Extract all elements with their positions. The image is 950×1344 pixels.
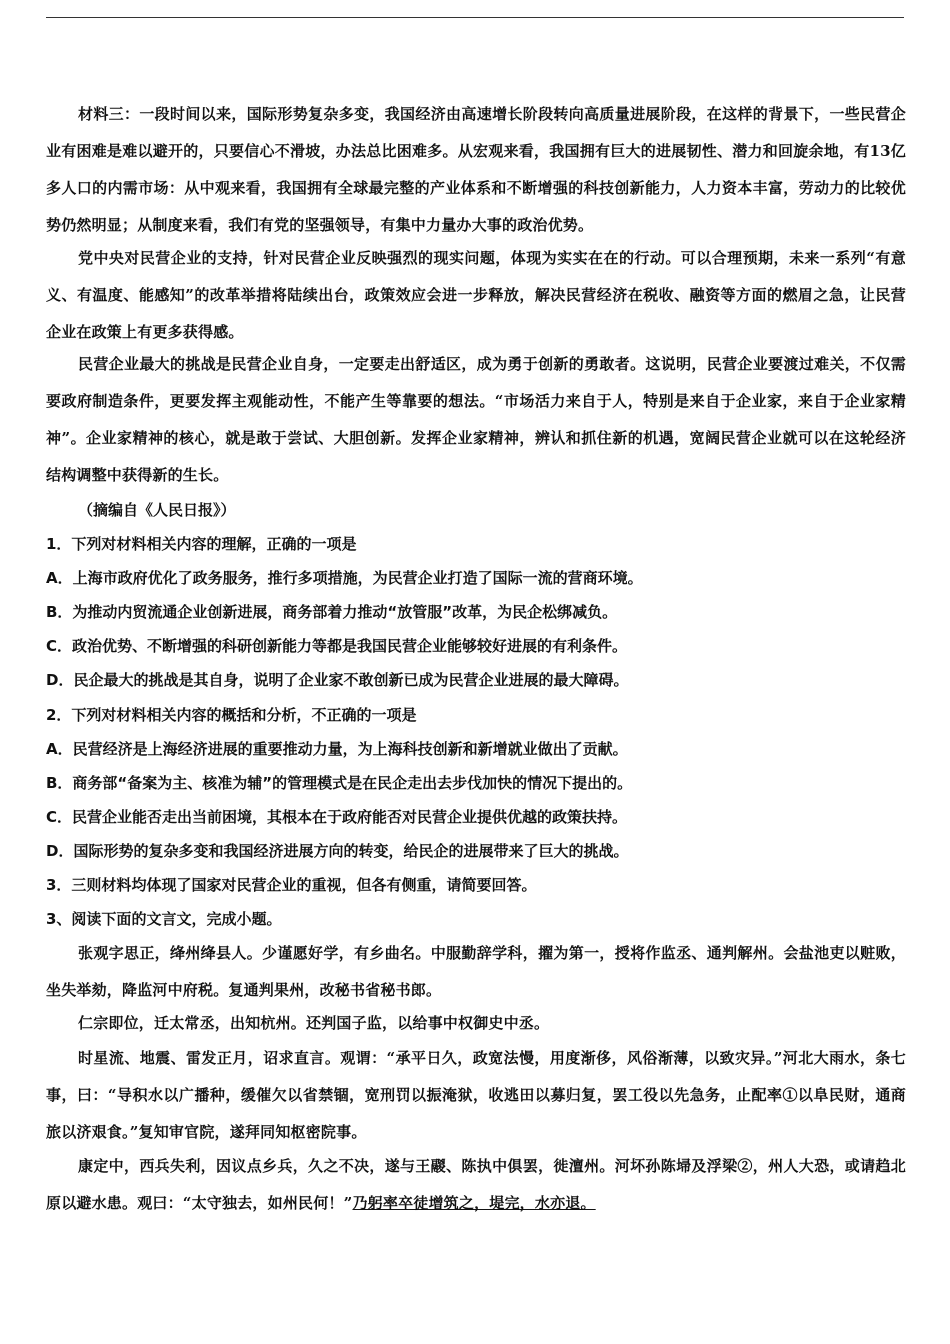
header-rule [46,17,904,18]
question-2-option-a: A．民营经济是上海经济进展的重要推动力量，为上海科技创新和新增就业做出了贡献。 [46,740,628,758]
underlined-sentence: 乃躬率卒徒增筑之，堤完，水亦退。 [352,1194,596,1212]
classical-paragraph-4 [46,1148,906,1222]
question-1-option-d: D．民企最大的挑战是其自身，说明了企业家不敢创新已成为民营企业进展的最大障碍。 [46,671,629,689]
material3-paragraph-3: 民营企业最大的挑战是民营企业自身，一定要走出舒适区，成为勇于创新的勇敢者。这说明，民营企业要渡过难关，不仅需要政府制造条件，更要发挥主观能动性，不能产生等靠要的想法。“市场活力来自于人，特别是来自于企业家，来自于企业家精神”。企业家精神的核心，就是敢于尝试、大胆创新。发挥企业家精神，辨认和抓住新的机遇，宽阔民营企业就可以在这轮经济结构调整中获得新的生长。 [46,355,906,484]
classical-paragraph-2: 仁宗即位，迁太常丞，出知杭州。还判国子监，以给事中权御史中丞。 [78,1014,550,1032]
question-2-option-b: B．商务部“备案为主、核准为辅”的管理模式是在民企走出去步伐加快的情况下提出的。 [46,774,633,792]
question-2-option-d: D．国际形势的复杂多变和我国经济进展方向的转变，给民企的进展带来了巨大的挑战。 [46,842,629,860]
question-1-option-c: C．政治优势、不断增强的科研创新能力等都是我国民营企业能够较好进展的有利条件。 [46,637,628,655]
question-1-option-a: A．上海市政府优化了政务服务，推行多项措施，为民营企业打造了国际一流的营商环境。 [46,569,643,587]
classical-paragraph-1: 张观字思正，绛州绛县人。少谨愿好学，有乡曲名。中服勤辞学科，擢为第一，授将作监丞、通判解州。会盐池吏以赃败，坐失举劾，降监河中府税。复通判果州，改秘书省秘书郎。 [46,944,906,999]
question-3-stem: 3．三则材料均体现了国家对民营企业的重视，但各有侧重，请简要回答。 [46,876,537,894]
section-3-heading: 3、阅读下面的文言文，完成小题。 [46,910,282,928]
question-2-option-c: C．民营企业能否走出当前困境，其根本在于政府能否对民营企业提供优越的政策扶持。 [46,808,628,826]
source-citation: （摘编自《人民日报》） [78,501,236,519]
material3-paragraph-2: 党中央对民营企业的支持，针对民营企业反映强烈的现实问题，体现为实实在在的行动。可以合理预期，未来一系列“有意义、有温度、能感知”的改革举措将陆续出台，政策效应会进一步释放，解决民营经济在税收、融资等方面的燃眉之急，让民营企业在政策上有更多获得感。 [46,249,906,341]
question-1-stem: 1．下列对材料相关内容的理解，正确的一项是 [46,535,357,553]
classical-paragraph-4-text: 康定中，西兵失利，因议点乡兵，久之不决，遂与王鬷、陈执中俱罢，徙澶州。河坏孙陈埽及浮梁②，州人大恐，或请趋北原以避水患。观曰：“太守独去，如州民何！” [46,1157,906,1212]
material3-paragraph-1: 材料三：一段时间以来，国际形势复杂多变，我国经济由高速增长阶段转向高质量进展阶段，在这样的背景下，一些民营企业有困难是难以避开的，只要信心不滑坡，办法总比困难多。从宏观来看，我国拥有巨大的进展韧性、潜力和回旋余地，有13亿多人口的内需市场：从中观来看，我国拥有全球最完整的产业体系和不断增强的科技创新能力，人力资本丰富，劳动力的比较优势仍然明显；从制度来看，我们有党的坚强领导，有集中力量办大事的政治优势。 [46,105,906,234]
classical-paragraph-3: 时星流、地震、雷发正月，诏求直言。观谓：“承平日久，政宽法慢，用度渐侈，风俗渐薄，以致灾异。”河北大雨水，条七事，曰：“导积水以广播种，缓催欠以省禁锢，宽刑罚以振淹狱，收逃田以募归复，罢工役以先急务，止配率①以阜民财，通商旅以济艰食。”复知审官院，遂拜同知枢密院事。 [46,1049,906,1141]
question-2-stem: 2．下列对材料相关内容的概括和分析，不正确的一项是 [46,706,417,724]
question-1-option-b: B．为推动内贸流通企业创新进展，商务部着力推动“放管服”改革，为民企松绑减负。 [46,603,618,621]
